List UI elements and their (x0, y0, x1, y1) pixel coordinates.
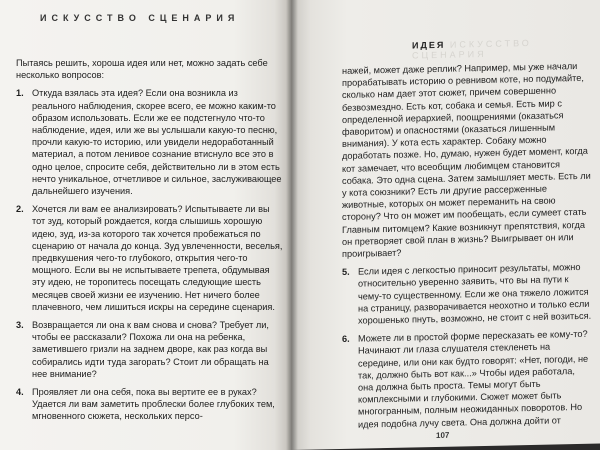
right-page-body (342, 60, 592, 437)
left-page (0, 0, 292, 450)
item-text: Можете ли в простой форме пересказать ее кому-то? Начинают ли глаза слушателя стекленеть на середине, или они как будто говорят: «Нет, погоди, не так, должно быть вот как...» Чтобы идея работала, она должна быть проста. Темы могут быть комплексными и глубокими. Сюжет может быть многогранным, полным неожиданных поворотов. Но идея подобна лучу света. Она должна дойти от (358, 329, 589, 430)
show-through-text: ИСКУССТВО СЦЕНАРИЯ (412, 37, 532, 61)
item-number: 5. (342, 267, 350, 278)
running-head-right (412, 37, 572, 60)
item-text: Откуда взялась эта идея? Если она возникла из реального наблюдения, скорее всего, ее можно каким-то образом использовать. Если же ее подстегнуло что-то наблюдение, идея, или же вы услышали какую-то песню, прочли какую-то историю, или увидели недоработанный материал, а потом ленивое сознание втиснуло все это в одно целое, спросите себя, действительно ли в этом есть нечто уникальное, отчетливое и сильное, заслуживающее дальнейшего изучения. (32, 88, 282, 197)
intro-paragraph: Пытаясь решить, хороша идея или нет, можно задать себе несколько вопросов: (16, 58, 268, 81)
item-number: 2. (16, 204, 24, 215)
item-number: 1. (16, 88, 24, 99)
list-item (16, 386, 284, 423)
book-gutter-shadow (286, 0, 298, 450)
question-list-left (16, 87, 284, 422)
running-head-title: ИДЕЯ (412, 39, 446, 51)
item-number: 4. (16, 387, 24, 398)
running-head-left: ИСКУССТВО СЦЕНАРИЯ (40, 13, 240, 23)
continuation-paragraph: нажей, может даже реплик? Например, мы уже начали прорабатывать историю о ревнивом коте, но подумайте, сколько нам дает этот сюжет, причем совершенно безвозмездно. Есть кот, собака и семья. Есть мир с определенной иерархией, поощрениями (оказаться фаворитом) и опасностями (оказаться лишенным внимания). У кота есть характер. Собаку можно доработать позже. Но, думаю, нужен будет момент, когда кот замечает, что всеобщим любимцем становится собака. Это одна сцена. Затем замышляет месть. Есть ли у кота союзники? Есть ли другие рассерженные животные, которых он может переманить на свою сторону? Что он может им пообещать, если сумеет стать Главным питомцем? Какие возникнут препятствия, когда он претворяет свой план в жизнь? Выигрывает он или проигрывает? (342, 61, 591, 259)
item-number: 6. (342, 334, 350, 345)
list-item (342, 261, 592, 327)
item-text: Возвращается ли она к вам снова и снова? Требует ли, чтобы ее рассказали? Похожа ли она на ребенка, заметившего гризли на заднем дворе, как раз когда вы собирались идти туда загорать? Стоит ли обращать на нее внимание? (32, 320, 269, 379)
item-text: Проявляет ли она себя, пока вы вертите ее в руках? Удается ли вам заметить проблески более глубоких тем, мгновенного сюжета, нескольких персо- (32, 387, 275, 422)
list-item (16, 319, 284, 380)
left-page-body (16, 57, 284, 429)
right-page (292, 0, 600, 450)
list-item (16, 87, 284, 197)
item-text: Хочется ли вам ее анализировать? Испытываете ли вы тот зуд, который рождается, когда слышишь хорошую идею, зуд, из-за которого так хочется пробежаться по сценарию от начала до конца. Зуд увлеченности, веселья, предвкушения чего-то глубокого, открытия чего-то мощного. Если вы не испытываете трепета, обдумывая эту идею, не торопитесь посещать следующие шесть месяцев своей жизни ее изучению. Нет ничего более плачевного, чем лишиться искры на середине сценария. (32, 204, 283, 312)
page-number: 107 (436, 430, 450, 440)
item-text: Если идея с легкостью приносит результаты, можно относительно уверенно заявить, что вы на пути к чему-то существенному. Если же она тяжело ложится на страницу, разворачивается неохотно и только если хорошенько пнуть, возможно, не стоит с ней возиться. (358, 262, 592, 326)
list-item (16, 203, 284, 313)
list-item (342, 328, 592, 431)
question-list-right (342, 261, 592, 431)
item-number: 3. (16, 320, 24, 331)
